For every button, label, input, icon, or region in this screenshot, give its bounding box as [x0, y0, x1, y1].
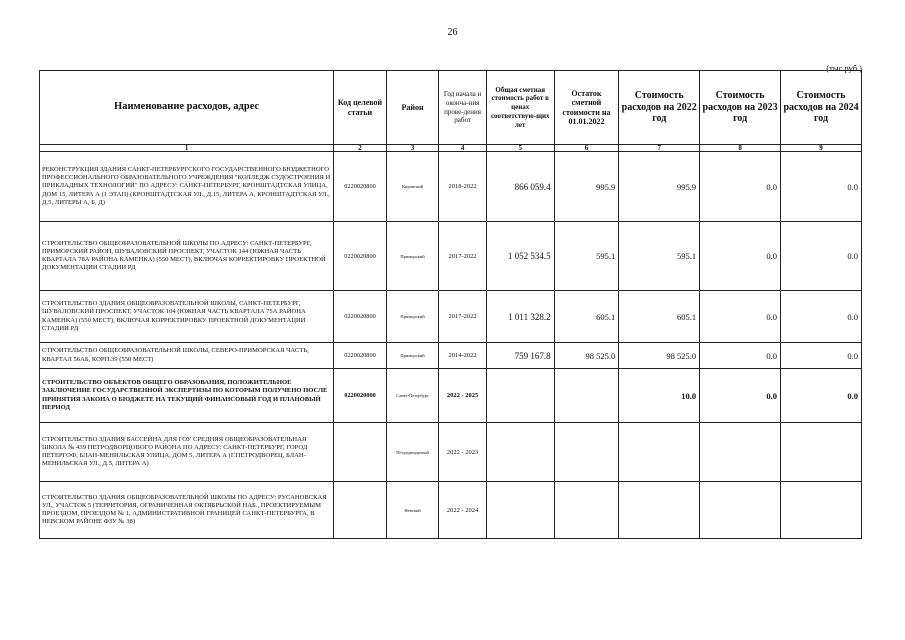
expense-name: СТРОИТЕЛЬСТВО ОБЩЕОБРАЗОВАТЕЛЬНОЙ ШКОЛЫ ПО АДРЕСУ: САНКТ-ПЕТЕРБУРГ, ПРИМОРСКИЙ РАЙОН, ШУВАЛОВСКИЙ ПРОСПЕКТ, УЧАСТОК 144 (ЮЖНАЯ ЧАСТЬ КВАРТАЛА 78А РАЙОНА КАМЕНКА) (550 МЕСТ), ВКЛЮЧАЯ КОРРЕКТИРОВКУ ПРОЕКТНОЙ ДОКУМЕНТАЦИИ СТАДИИ РД: [40, 222, 334, 291]
column-number: 1: [40, 145, 334, 152]
work-years: 2018-2022: [439, 152, 487, 222]
total-cost: 866 059.4: [486, 152, 554, 222]
district: Приморский: [386, 222, 439, 291]
work-years: 2022 - 2023: [439, 423, 487, 482]
district: Кировский: [386, 152, 439, 222]
units-label: (тыс.руб.): [826, 63, 862, 73]
remainder-cost: 605.1: [554, 291, 619, 343]
budget-table: [39, 70, 862, 539]
table-row: [40, 152, 862, 222]
table-row: [40, 343, 862, 369]
column-number: 7: [619, 145, 700, 152]
expense-name: СТРОИТЕЛЬСТВО ЗДАНИЯ ОБЩЕОБРАЗОВАТЕЛЬНОЙ ШКОЛЫ ПО АДРЕСУ: РУСАНОВСКАЯ УЛ., УЧАСТОК 5 (ТЕРРИТОРИЯ, ОГРАНИЧЕННАЯ ОКТЯБРЬСКОЙ НАБ., ПРОЕКТИРУЕМЫМ ПРОЕЗДОМ, ПРОЕЗДОМ № 1, АДМИНИСТРАТИВНОЙ ГРАНИЦЕЙ САНКТ-ПЕТЕРБУРГА, В НЕВСКОМ РАЙОНЕ ФЗУ № 38): [40, 482, 334, 539]
district: Приморский: [386, 343, 439, 369]
column-number-row: [40, 145, 862, 152]
target-code: 0220020800: [334, 152, 387, 222]
cost-2024: 0.0: [781, 343, 862, 369]
column-number: 3: [386, 145, 439, 152]
total-cost: 759 167.8: [486, 343, 554, 369]
total-cost: [486, 482, 554, 539]
column-number: 9: [781, 145, 862, 152]
table-row: [40, 222, 862, 291]
cost-2024: 0.0: [781, 222, 862, 291]
column-number: 6: [554, 145, 619, 152]
work-years: 2014-2022: [439, 343, 487, 369]
work-years: 2022 - 2025: [439, 369, 487, 423]
total-cost: [486, 369, 554, 423]
target-code: 0220020800: [334, 222, 387, 291]
cost-2022: 605.1: [619, 291, 700, 343]
column-number: 2: [334, 145, 387, 152]
cost-2023: 0.0: [700, 343, 781, 369]
expense-name: СТРОИТЕЛЬСТВО ЗДАНИЯ ОБЩЕОБРАЗОВАТЕЛЬНОЙ ШКОЛЫ, САНКТ-ПЕТЕРБУРГ, ШУВАЛОВСКИЙ ПРОСПЕКТ, УЧАСТОК 104 (ЮЖНАЯ ЧАСТЬ КВАРТАЛА 75А РАЙОНА КАМЕНКА) (550 МЕСТ), ВКЛЮЧАЯ КОРРЕКТИРОВКУ ПРОЕКТНОЙ ДОКУМЕНТАЦИИ СТАДИИ РД: [40, 291, 334, 343]
cost-2022: 10.0: [619, 369, 700, 423]
expense-name: СТРОИТЕЛЬСТВО ЗДАНИЯ БАССЕЙНА ДЛЯ ГОУ СРЕДНЯЯ ОБЩЕОБРАЗОВАТЕЛЬНАЯ ШКОЛА № 439 ПЕТРОДВОРЦОВОГО РАЙОНА ПО АДРЕСУ: САНКТ-ПЕТЕРБУРГ, ГОРОД ПЕТЕРГОФ, БЛАН-МЕНИЛЬСКАЯ УЛИЦА, ДОМ 5, ЛИТЕРА А (Г.ПЕТРОДВОРЕЦ, БЛАН-МЕНИЛЬСКАЯ УЛ., Д.5, ЛИТЕРА А): [40, 423, 334, 482]
district: Приморский: [386, 291, 439, 343]
header-district: Район: [386, 71, 439, 145]
work-years: 2017-2022: [439, 222, 487, 291]
cost-2024: [781, 423, 862, 482]
remainder-cost: [554, 369, 619, 423]
work-years: 2022 - 2024: [439, 482, 487, 539]
page-number: 26: [447, 27, 458, 38]
total-cost: 1 011 328.2: [486, 291, 554, 343]
cost-2023: [700, 423, 781, 482]
expense-name: РЕКОНСТРУКЦИЯ ЗДАНИЯ САНКТ-ПЕТЕРБУРГСКОГО ГОСУДАРСТВЕННОГО БЮДЖЕТНОГО ПРОФЕССИОНАЛЬНОГО ОБРАЗОВАТЕЛЬНОГО УЧРЕЖДЕНИЯ "КОЛЛЕДЖ СУДОСТРОЕНИЯ И ПРИКЛАДНЫХ ТЕХНОЛОГИЙ" ПО АДРЕСУ: САНКТ-ПЕТЕРБУРГ, КРОНШТАДТСКАЯ УЛИЦА, ДОМ 15, ЛИТЕРА А (1 ЭТАП) (КРОНШТАДТСКАЯ УЛ., Д.15, ЛИТЕРА А, КРОНШТАДТСКАЯ УЛ., Д.5, ЛИТЕРЫ А, Б, Д): [40, 152, 334, 222]
cost-2023: 0.0: [700, 222, 781, 291]
district: Невский: [386, 482, 439, 539]
header-years: Год начала и оконча-ния прове-дения работ: [439, 71, 487, 145]
expense-name: СТРОИТЕЛЬСТВО ОБЪЕКТОВ ОБЩЕГО ОБРАЗОВАНИЯ, ПОЛОЖИТЕЛЬНОЕ ЗАКЛЮЧЕНИЕ ГОСУДАРСТВЕННОЙ ЭКСПЕРТИЗЫ ПО КОТОРЫМ ПОЛУЧЕНО ПОСЛЕ ПРИНЯТИЯ ЗАКОНА О БЮДЖЕТЕ НА ТЕКУЩИЙ ФИНАНСОВЫЙ ГОД И ПЛАНОВЫЙ ПЕРИОД: [40, 369, 334, 423]
header-cost-2023: Стоимость расходов на 2023 год: [700, 71, 781, 145]
cost-2024: 0.0: [781, 369, 862, 423]
district: Санкт-Петербург: [386, 369, 439, 423]
cost-2024: 0.0: [781, 291, 862, 343]
column-number: 8: [700, 145, 781, 152]
work-years: 2017-2022: [439, 291, 487, 343]
cost-2024: 0.0: [781, 152, 862, 222]
table-row: [40, 482, 862, 539]
cost-2022: [619, 482, 700, 539]
table-row: [40, 369, 862, 423]
table-row: [40, 291, 862, 343]
header-cost-2024: Стоимость расходов на 2024 год: [781, 71, 862, 145]
table-row: [40, 423, 862, 482]
header-total-cost: Общая сметная стоимость работ в ценах соответствую-щих лет: [486, 71, 554, 145]
cost-2022: 995.9: [619, 152, 700, 222]
target-code: [334, 423, 387, 482]
cost-2022: [619, 423, 700, 482]
cost-2023: 0.0: [700, 291, 781, 343]
column-number: 5: [486, 145, 554, 152]
target-code: [334, 482, 387, 539]
district: Петродворцовый: [386, 423, 439, 482]
cost-2023: 0.0: [700, 152, 781, 222]
cost-2024: [781, 482, 862, 539]
header-remainder: Остаток сметной стоимости на 01.01.2022: [554, 71, 619, 145]
cost-2023: 0.0: [700, 369, 781, 423]
total-cost: [486, 423, 554, 482]
remainder-cost: [554, 423, 619, 482]
target-code: 0220020800: [334, 369, 387, 423]
total-cost: 1 052 534.5: [486, 222, 554, 291]
header-row: [40, 71, 862, 145]
target-code: 0220020800: [334, 291, 387, 343]
column-number: 4: [439, 145, 487, 152]
remainder-cost: [554, 482, 619, 539]
remainder-cost: 595.1: [554, 222, 619, 291]
header-cost-2022: Стоимость расходов на 2022 год: [619, 71, 700, 145]
expense-name: СТРОИТЕЛЬСТВО ОБЩЕОБРАЗОВАТЕЛЬНОЙ ШКОЛЫ, СЕВЕРО-ПРИМОРСКАЯ ЧАСТЬ, КВАРТАЛ 56АБ, КОРП.39 (550 МЕСТ): [40, 343, 334, 369]
header-code: Код целевой статьи: [334, 71, 387, 145]
remainder-cost: 995.9: [554, 152, 619, 222]
header-name: Наименование расходов, адрес: [40, 71, 334, 145]
cost-2022: 595.1: [619, 222, 700, 291]
cost-2022: 98 525.0: [619, 343, 700, 369]
remainder-cost: 98 525.0: [554, 343, 619, 369]
cost-2023: [700, 482, 781, 539]
target-code: 0220020800: [334, 343, 387, 369]
